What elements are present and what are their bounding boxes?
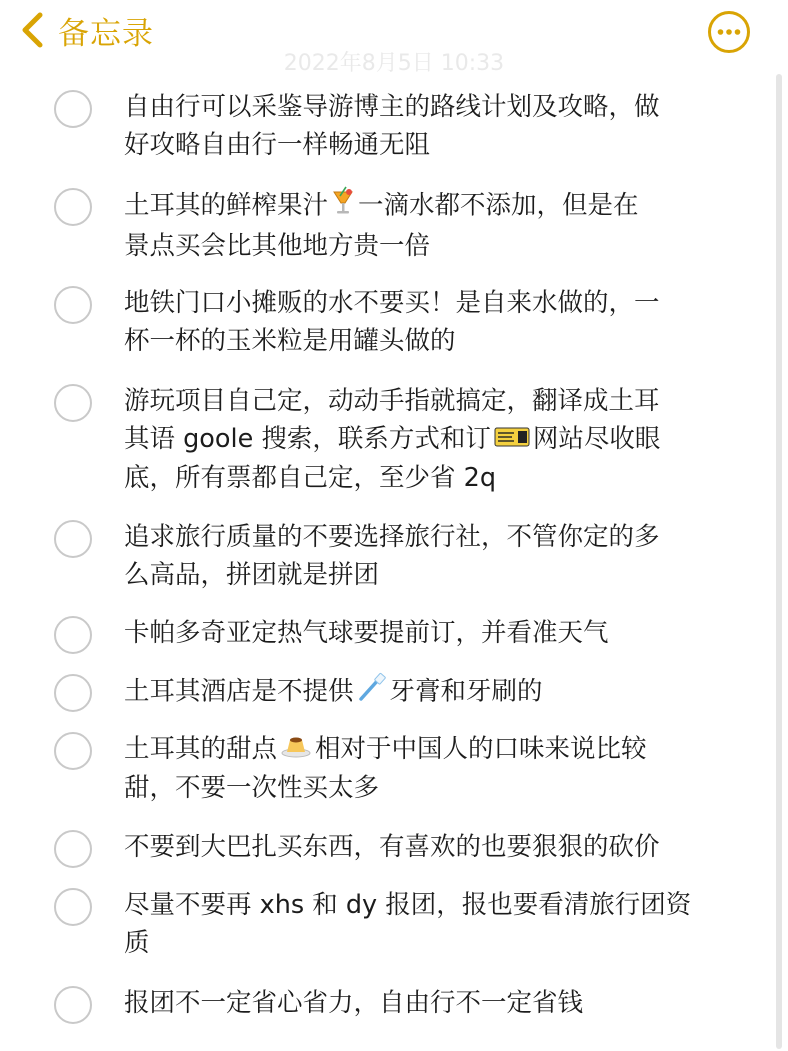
text-segment: 土耳其的甜点 bbox=[124, 734, 278, 764]
checklist-item-text[interactable] bbox=[124, 284, 734, 360]
text-line bbox=[124, 420, 734, 459]
text-line: 景点买会比其他地方贵一倍 bbox=[124, 231, 431, 261]
text-segment: 土耳其酒店是不提供 bbox=[124, 676, 354, 707]
checkbox[interactable] bbox=[54, 674, 92, 712]
checkbox[interactable] bbox=[54, 888, 92, 926]
text-line bbox=[124, 672, 734, 713]
text-line: 游玩项目自己定，动动手指就搞定，翻译成土耳 bbox=[124, 386, 660, 416]
note-timestamp: 2022年8月5日 10:33 bbox=[283, 51, 505, 76]
checklist-item-text[interactable] bbox=[124, 382, 734, 497]
text-line bbox=[124, 730, 734, 769]
checkbox[interactable] bbox=[54, 986, 92, 1024]
ticket-icon bbox=[494, 421, 530, 459]
checklist-item-text[interactable] bbox=[124, 518, 734, 594]
text-line: 质 bbox=[124, 928, 150, 958]
toothbrush-icon bbox=[357, 672, 387, 713]
text-line: 地铁门口小摊贩的水不要买！是自来水做的，一 bbox=[124, 288, 660, 318]
text-line: 杯一杯的玉米粒是用罐头做的 bbox=[124, 326, 456, 356]
text-line: 报团不一定省心省力，自由行不一定省钱 bbox=[124, 988, 584, 1018]
checklist-item-text[interactable] bbox=[124, 186, 734, 265]
checklist-item-text[interactable] bbox=[124, 614, 734, 652]
text-segment: 土耳其的鲜榨果汁 bbox=[124, 190, 329, 221]
checkbox[interactable] bbox=[54, 286, 92, 324]
text-line: 么高品，拼团就是拼团 bbox=[124, 560, 380, 590]
text-line: 追求旅行质量的不要选择旅行社，不管你定的多 bbox=[124, 522, 660, 552]
text-segment: 网站尽收眼 bbox=[532, 424, 661, 454]
checkbox[interactable] bbox=[54, 520, 92, 558]
text-line: 不要到大巴扎买东西，有喜欢的也要狠狠的砍价 bbox=[124, 832, 660, 862]
text-segment: 牙膏和牙刷的 bbox=[389, 676, 543, 707]
checklist-item-text[interactable] bbox=[124, 828, 734, 866]
text-line: 卡帕多奇亚定热气球要提前订，并看准天气 bbox=[124, 618, 609, 648]
back-label: 备忘录 bbox=[58, 15, 154, 52]
text-line: 好攻略自由行一样畅通无阻 bbox=[124, 130, 431, 160]
checkbox[interactable] bbox=[54, 90, 92, 128]
text-line: 自由行可以采鉴导游博主的路线计划及攻略，做 bbox=[124, 92, 660, 122]
text-segment: 相对于中国人的口味来说比较 bbox=[315, 734, 647, 764]
checklist-item-text[interactable] bbox=[124, 984, 734, 1022]
tropical-drink-icon bbox=[331, 186, 355, 227]
text-line: 底，所有票都自己定，至少省 2q bbox=[124, 463, 497, 493]
text-line: 尽量不要再 xhs 和 dy 报团，报也要看清旅行团资 bbox=[124, 890, 692, 920]
text-line: 甜，不要一次性买太多 bbox=[124, 773, 380, 803]
checkbox[interactable] bbox=[54, 732, 92, 770]
checkbox[interactable] bbox=[54, 830, 92, 868]
checklist-item-text[interactable] bbox=[124, 730, 734, 807]
checkbox[interactable] bbox=[54, 616, 92, 654]
checkbox[interactable] bbox=[54, 188, 92, 226]
checklist-item-text[interactable] bbox=[124, 88, 734, 164]
text-segment: 一滴水都不添加，但是在 bbox=[358, 190, 639, 221]
text-segment: 其语 goole 搜索，联系方式和订 bbox=[124, 424, 491, 454]
text-line bbox=[124, 186, 734, 227]
checkbox[interactable] bbox=[54, 384, 92, 422]
checklist-item-text[interactable] bbox=[124, 672, 734, 713]
custard-icon bbox=[280, 731, 312, 769]
checklist-item-text[interactable] bbox=[124, 886, 734, 962]
